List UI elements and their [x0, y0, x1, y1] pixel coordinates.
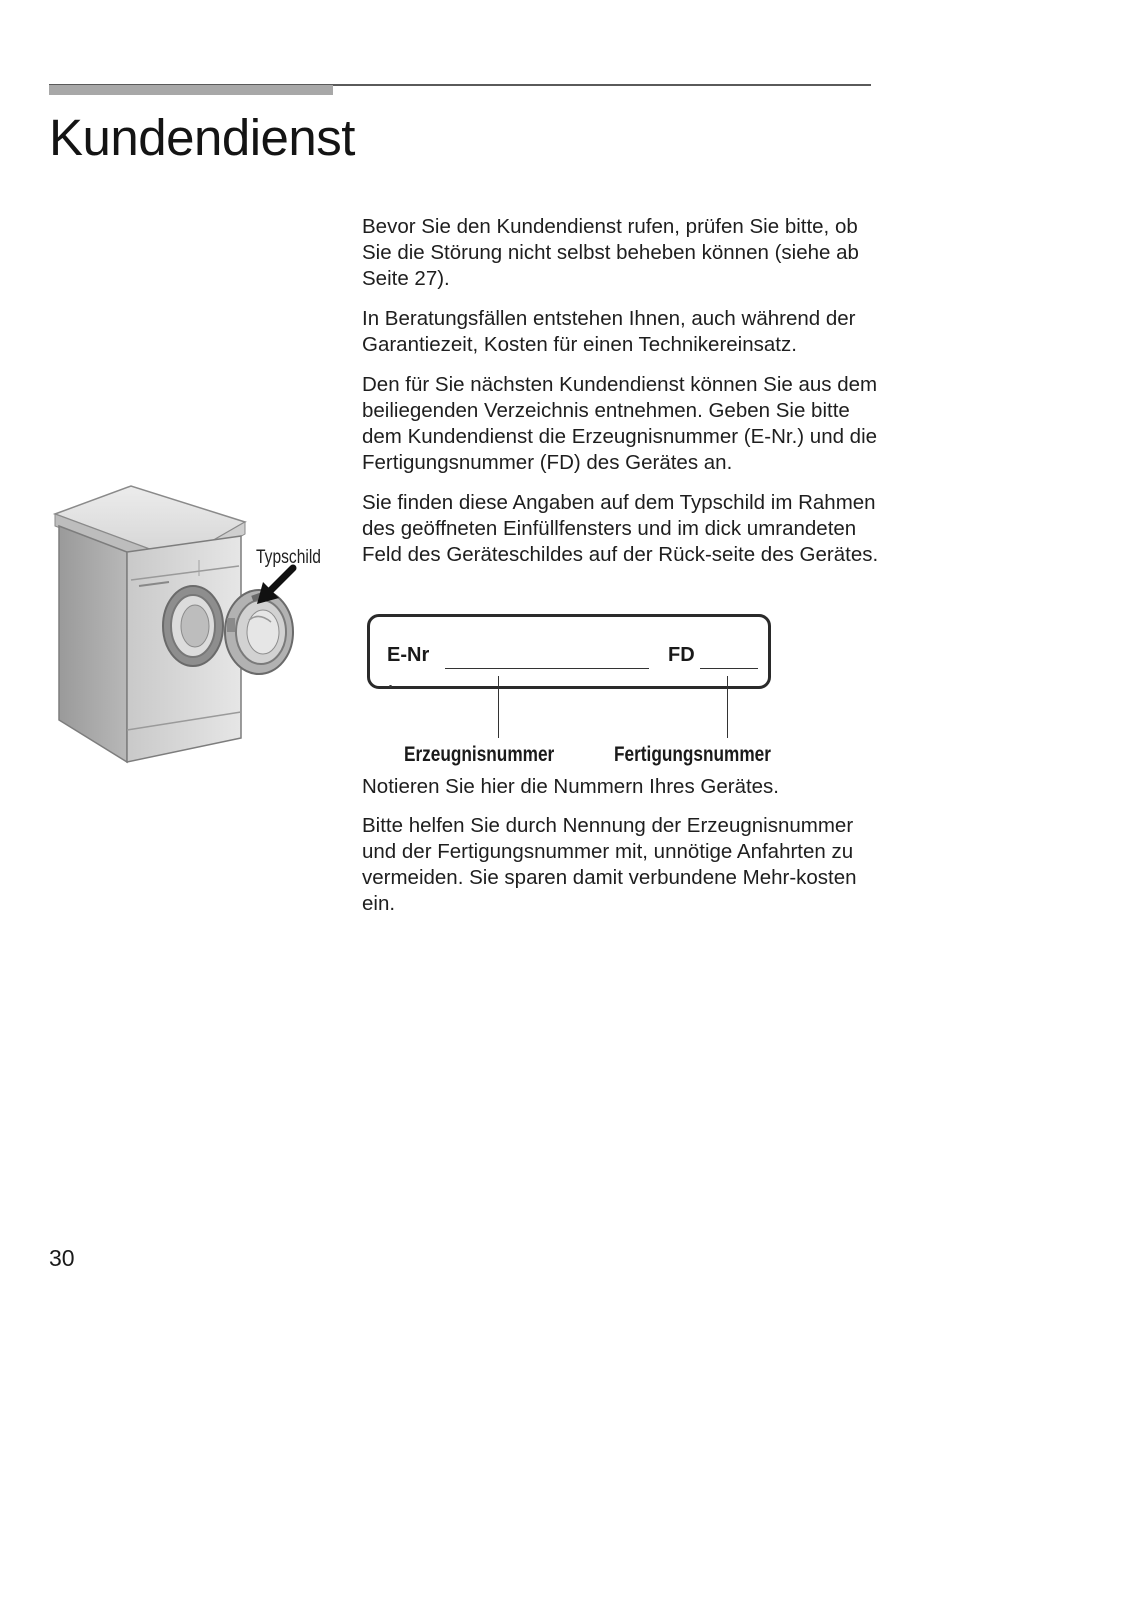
paragraph-typeplate: Sie finden diese Angaben auf dem Typschild im Rahmen des geöffneten Einfüllfensters und im dick umrandeten Feld des Geräteschildes auf der Rück-seite des Gerätes. [362, 491, 879, 566]
plate-fd-label: FD [668, 644, 695, 666]
paragraph-help: Bitte helfen Sie durch Nennung der Erzeugnisnummer und der Fertigungsnummer mit, unnötige Anfahrten zu vermeiden. Sie sparen damit verbundene Mehr-kosten ein. [362, 814, 857, 915]
caption-erzeugnisnummer: Erzeugnisnummer [404, 743, 555, 766]
paragraph-directory: Den für Sie nächsten Kundendienst können Sie aus dem beiliegenden Verzeichnis entnehmen. Geben Sie bitte dem Kundendienst die Erzeugnisnummer (E-Nr.) und die Fertigungsnummer (FD) des Gerätes an. [362, 373, 878, 474]
paragraph-note-numbers: Notieren Sie hier die Nummern Ihres Gerätes. [362, 775, 780, 798]
page-title: Kundendienst [49, 109, 355, 166]
paragraph-costs: In Beratungsfällen entstehen Ihnen, auch während der Garantiezeit, Kosten für einen Technikereinsatz. [362, 307, 856, 356]
leader-line-enr [498, 676, 499, 738]
leader-line-fd [727, 676, 728, 738]
typschild-label: Typschild [256, 547, 321, 568]
caption-fertigungsnummer: Fertigungsnummer [614, 743, 771, 766]
paragraph-intro: Bevor Sie den Kundendienst rufen, prüfen Sie bitte, ob Sie die Störung nicht selbst beheben können (siehe ab Seite 27). [362, 215, 859, 290]
page-number: 30 [49, 1245, 75, 1271]
plate-enr-blank-line [445, 668, 649, 669]
plate-dot [389, 685, 392, 688]
washing-machine-icon [49, 480, 339, 780]
plate-fd-blank-line [700, 668, 758, 669]
plate-enr-label: E-Nr [387, 644, 430, 666]
header-rule-thick [49, 85, 333, 95]
